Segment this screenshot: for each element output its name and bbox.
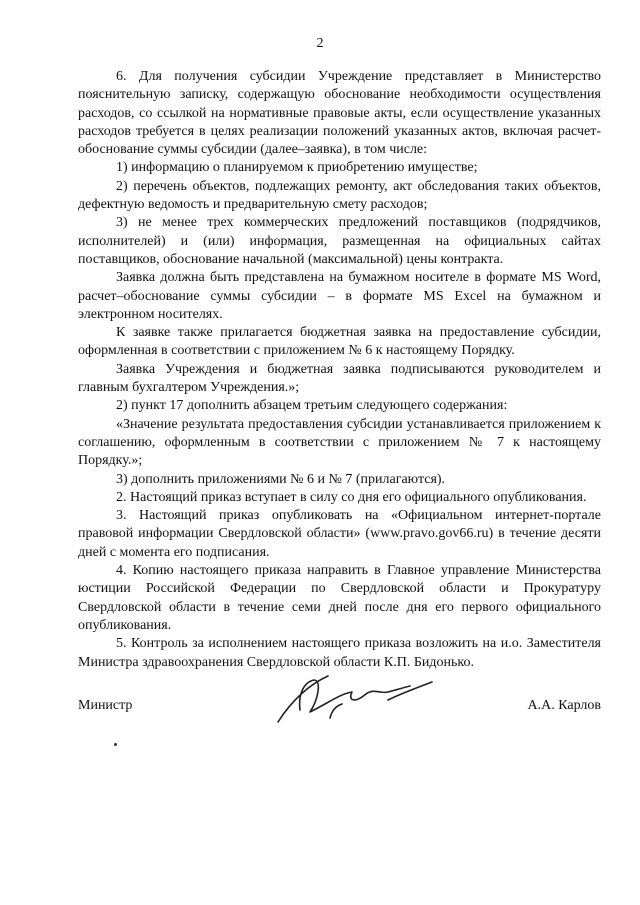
document-body: [78, 68, 601, 672]
paragraph-budget-request: К заявке также прилагается бюджетная заявка на предоставление субсидии, оформленная в соответствии с приложением № 6 к настоящему Порядку.: [78, 325, 601, 359]
paragraph-item-1: 1) информацию о планируемом к приобретению имуществе;: [116, 160, 478, 176]
paragraph-clause-3: 3. Настоящий приказ опубликовать на «Официальном интернет-портале правовой информации Свердловской области» (www.pravo.gov66.ru) в течение десяти дней с момента его подписания.: [78, 508, 601, 560]
paragraph-clause-4: 4. Копию настоящего приказа направить в Главное управление Министерства юстиции Российской Федерации по Свердловской области и Прокуратуру Свердловской области в течение семи дней после дня его первого официального опубликования.: [78, 563, 601, 633]
handwritten-signature: [270, 670, 438, 730]
paragraph-signing: Заявка Учреждения и бюджетная заявка подписываются руководителем и главным бухгалтером Учреждения.»;: [78, 361, 601, 396]
paragraph-appendices: 3) дополнить приложениями № 6 и № 7 (прилагаются).: [116, 471, 446, 487]
signatory-name: А.А. Карлов: [527, 698, 601, 713]
paragraph-result-value: «Значение результата предоставления субсидии устанавливается приложением к соглашению, оформленным в соответствии с приложением № 7 к настоящему Порядку.»;: [78, 416, 601, 469]
paragraph-item-2: 2) перечень объектов, подлежащих ремонту, акт обследования таких объектов, дефектную ведомость и предварительную смету расходов;: [78, 178, 601, 213]
signature-block: [78, 694, 601, 724]
paragraph-point-17: 2) пункт 17 дополнить абзацем третьим следующего содержания:: [116, 398, 508, 414]
paragraph-clause-5: 5. Контроль за исполнением настоящего приказа возложить на и.о. Заместителя Министра здравоохранения Свердловской области К.П. Бидонько.: [78, 636, 601, 670]
signatory-title: Министр: [78, 698, 133, 713]
page-number: 2: [316, 36, 324, 51]
paragraph-item-3: 3) не менее трех коммерческих предложений поставщиков (подрядчиков, исполнителей) и (или) информация, размещенная на официальных сайтах поставщиков, обоснование начальной (максимальной) цены контракта.: [78, 215, 601, 267]
paragraph-6: 6. Для получения субсидии Учреждение представляет в Министерство пояснительную записку, содержащую обоснование необходимости осуществления расходов, со ссылкой на нормативные правовые акты, если осуществление указанных расходов требуется в целях реализации положений указанных актов, включая расчет-обоснование суммы субсидии (далее–заявка), в том числе:: [78, 69, 601, 158]
paragraph-clause-2: 2. Настоящий приказ вступает в силу со дня его официального опубликования.: [116, 489, 587, 505]
paragraph-format: Заявка должна быть представлена на бумажном носителе в формате MS Word, расчет–обоснование суммы субсидии – в формате MS Excel на бумажном и электронном носителях.: [78, 270, 601, 322]
stray-mark: [114, 743, 117, 746]
